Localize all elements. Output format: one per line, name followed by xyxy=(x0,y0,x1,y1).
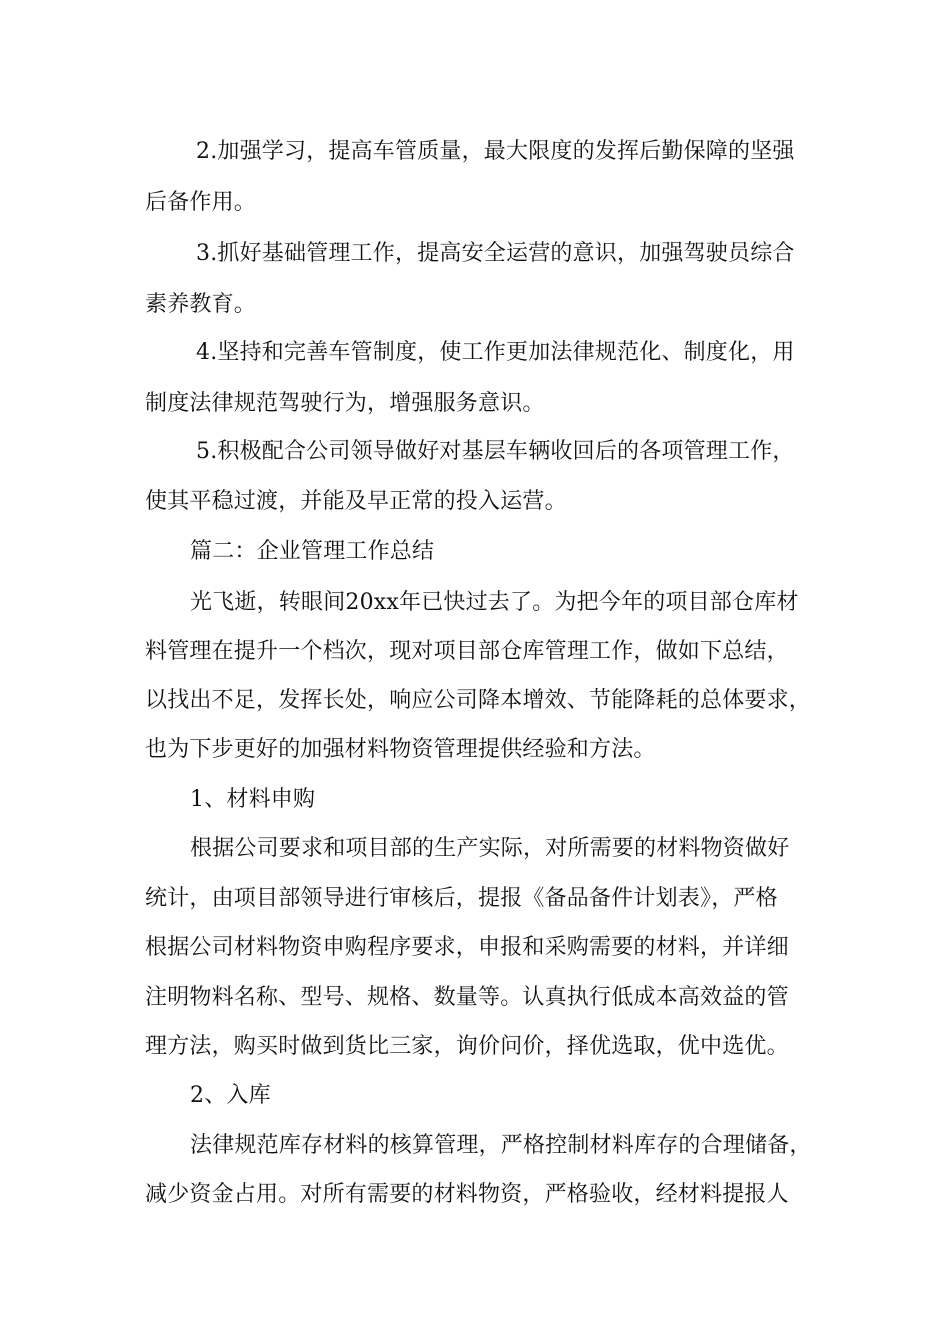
paragraph-line: 法律规范库存材料的核算管理，严格控制材料库存的合理储备， xyxy=(190,1133,812,1158)
paragraph-line: 理方法，购买时做到货比三家，询价问价，择优选取，优中选优。 xyxy=(145,1034,789,1059)
paragraph-line: 使其平稳过渡，并能及早正常的投入运营。 xyxy=(145,489,567,514)
paragraph-line: 以找出不足，发挥长处，响应公司降本增效、节能降耗的总体要求， xyxy=(145,688,812,713)
subsection-heading: 1、材料申购 xyxy=(190,787,316,812)
paragraph-line: 制度法律规范驾驶行为，增强服务意识。 xyxy=(145,391,545,416)
paragraph-line: 3.抓好基础管理工作，提高安全运营的意识，加强驾驶员综合 xyxy=(196,241,795,266)
paragraph-line: 料管理在提升一个档次，现对项目部仓库管理工作，做如下总结， xyxy=(145,639,789,664)
paragraph-line: 根据公司材料物资申购程序要求，申报和采购需要的材料，并详细 xyxy=(145,935,789,960)
paragraph-line: 统计，由项目部领导进行审核后，提报《备品备件计划表》，严格 xyxy=(145,886,778,911)
subsection-heading: 2、入库 xyxy=(190,1083,271,1108)
paragraph-line: 4.坚持和完善车管制度，使工作更加法律规范化、制度化，用 xyxy=(196,340,795,365)
paragraph-line: 也为下步更好的加强材料物资管理提供经验和方法。 xyxy=(145,737,656,762)
paragraph-line: 后备作用。 xyxy=(145,190,257,215)
paragraph-line: 素养教育。 xyxy=(145,292,257,317)
paragraph-line: 减少资金占用。对所有需要的材料物资，严格验收，经材料提报人 xyxy=(145,1182,789,1207)
paragraph-line: 2.加强学习，提高车管质量，最大限度的发挥后勤保障的坚强 xyxy=(196,139,795,164)
paragraph-line: 根据公司要求和项目部的生产实际，对所需要的材料物资做好 xyxy=(190,836,790,861)
paragraph-line: 光飞逝，转眼间20xx年已快过去了。为把今年的项目部仓库材 xyxy=(190,590,799,615)
section-heading: 篇二：企业管理工作总结 xyxy=(190,539,435,564)
paragraph-line: 5.积极配合公司领导做好对基层车辆收回后的各项管理工作， xyxy=(196,439,795,464)
paragraph-line: 注明物料名称、型号、规格、数量等。认真执行低成本高效益的管 xyxy=(145,985,789,1010)
